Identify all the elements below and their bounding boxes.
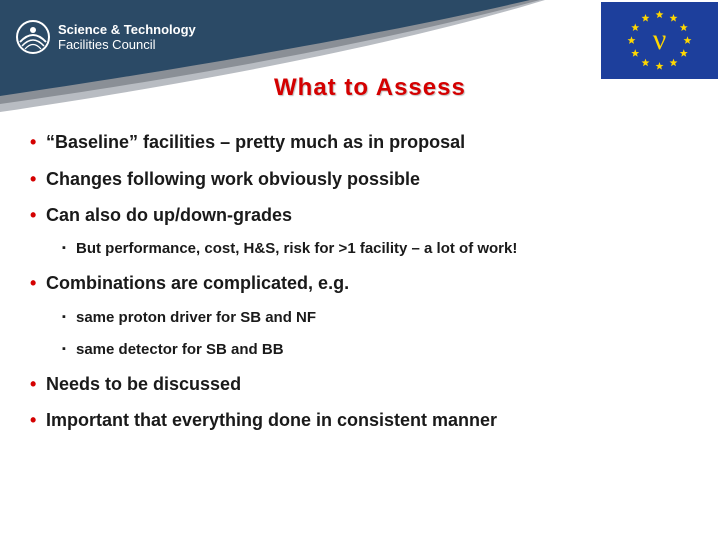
bullet-marker: • bbox=[30, 205, 37, 225]
bullet-marker: • bbox=[30, 410, 37, 430]
sub-bullet-item bbox=[62, 309, 316, 326]
bullet-item bbox=[30, 132, 465, 153]
org-name bbox=[58, 22, 196, 52]
eu-stars-icon bbox=[601, 2, 718, 79]
sub-bullet-marker: ▪ bbox=[62, 311, 66, 323]
bullet-marker: • bbox=[30, 169, 37, 189]
eu-nu-logo bbox=[601, 2, 718, 79]
sub-bullet-text: But performance, cost, H&S, risk for >1 facility – a lot of work! bbox=[76, 240, 518, 257]
org-name-line1: Science & Technology bbox=[58, 22, 196, 37]
sub-bullet-marker: ▪ bbox=[62, 343, 66, 355]
eu-star-icon bbox=[656, 62, 664, 70]
org-logo-mark-icon bbox=[14, 18, 52, 56]
eu-star-icon bbox=[670, 14, 678, 22]
sub-bullet-item bbox=[62, 341, 284, 358]
bullet-text: Combinations are complicated, e.g. bbox=[46, 273, 350, 293]
eu-star-icon bbox=[631, 49, 639, 57]
bullet-item bbox=[30, 410, 497, 431]
bullet-item bbox=[30, 205, 292, 226]
bullet-text: “Baseline” facilities – pretty much as in proposal bbox=[46, 132, 466, 152]
bullet-text: Can also do up/down-grades bbox=[46, 205, 293, 225]
bullet-text: Needs to be discussed bbox=[46, 374, 242, 394]
bullet-text: Changes following work obviously possible bbox=[46, 169, 421, 189]
slide-title: What to Assess bbox=[274, 74, 466, 101]
sub-bullet-marker: ▪ bbox=[62, 242, 66, 254]
nu-symbol: ν bbox=[652, 23, 667, 56]
eu-star-icon bbox=[670, 59, 678, 67]
bullet-item bbox=[30, 169, 420, 190]
org-name-line2: Facilities Council bbox=[58, 37, 156, 52]
eu-star-icon bbox=[642, 14, 650, 22]
org-logo bbox=[14, 18, 214, 62]
bullet-text: Important that everything done in consistent manner bbox=[46, 410, 498, 430]
sub-bullet-item bbox=[62, 240, 517, 257]
bullet-item bbox=[30, 374, 241, 395]
eu-star-icon bbox=[656, 11, 664, 19]
eu-star-icon bbox=[628, 36, 636, 44]
bullet-marker: • bbox=[30, 132, 37, 152]
bullet-item bbox=[30, 273, 349, 294]
eu-star-icon bbox=[631, 23, 639, 31]
eu-star-icon bbox=[642, 59, 650, 67]
eu-star-icon bbox=[680, 23, 688, 31]
bullet-marker: • bbox=[30, 374, 37, 394]
eu-star-icon bbox=[680, 49, 688, 57]
sub-bullet-text: same detector for SB and BB bbox=[76, 341, 284, 358]
sub-bullet-text: same proton driver for SB and NF bbox=[76, 309, 317, 326]
eu-star-icon bbox=[684, 36, 692, 44]
bullet-marker: • bbox=[30, 273, 37, 293]
